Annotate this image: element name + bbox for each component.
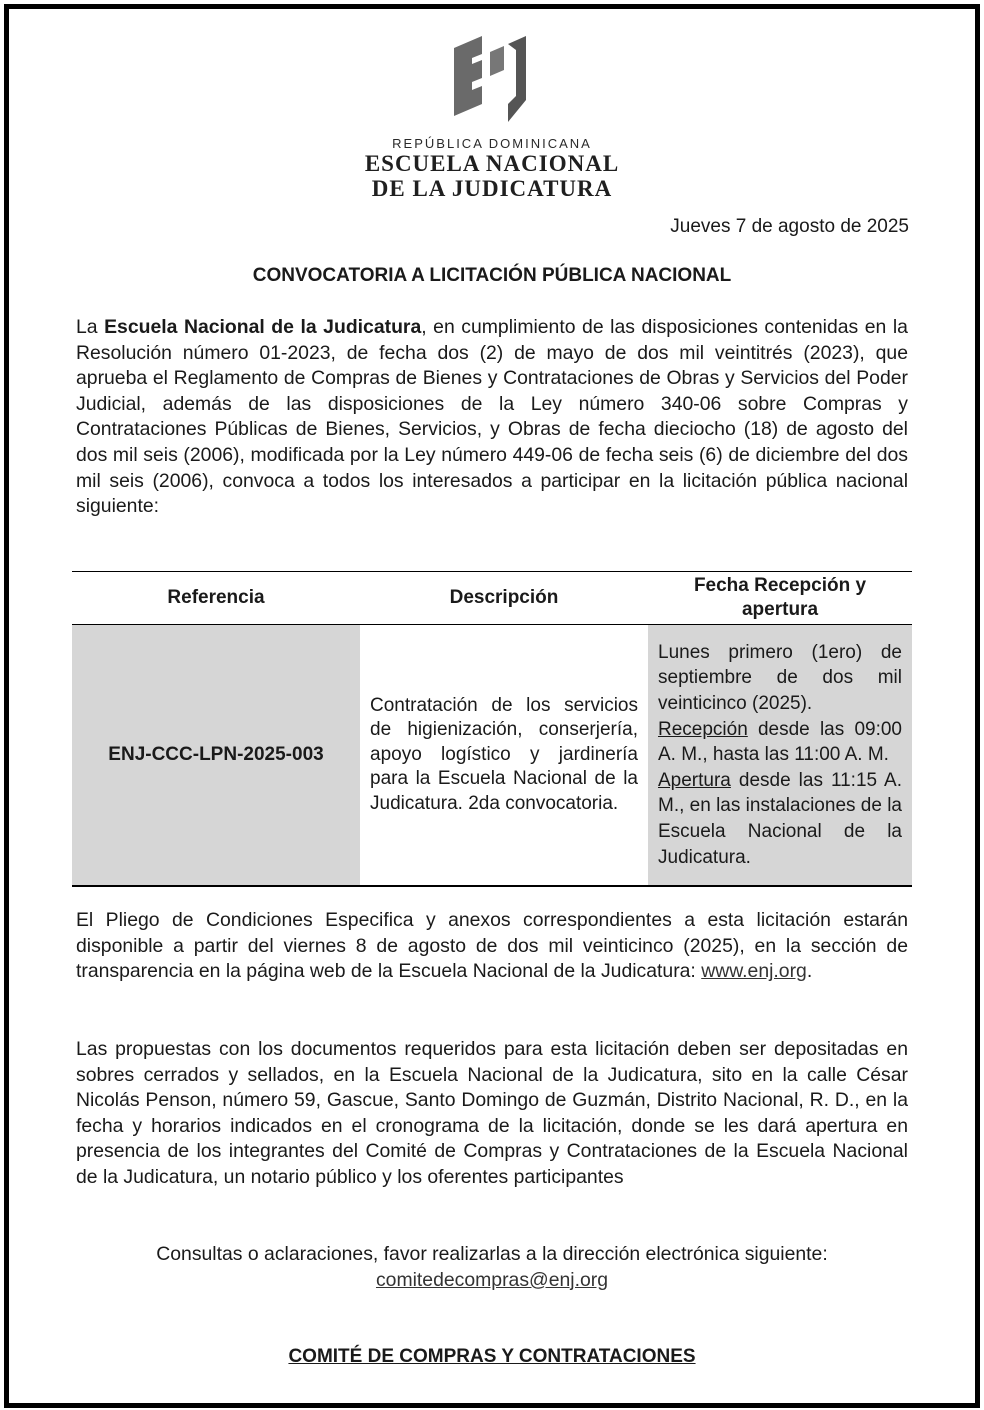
- apertura-text: desde las 11:15 A. M., en las instalaciones de la Escuela Nacional de la Judicatura.: [658, 769, 902, 868]
- logo-name-line2: DE LA JUDICATURA: [371, 176, 613, 201]
- propuestas-paragraph: Las propuestas con los documentos requeridos para esta licitación deben ser depositadas en sobres cerrados y sellados, en la Escuela Nacional de la Judicatura, sito en la calle César Nicolás Penson, número 59, Gascue, Santo Domingo de Guzmán, Distrito Nacional, R. D., en la fecha y horarios indicados en el cronograma de la licitación, donde se les dará apertura en presencia de los integrantes del Comité de Compras y Contrataciones de la Escuela Nacional de la Judicatura, un notario público y los oferentes participantes: [76, 1038, 908, 1188]
- header-referencia: Referencia: [72, 572, 360, 625]
- cell-descripcion: Contratación de los servicios de higienización, conserjería, apoyo logístico y jardinería para la Escuela Nacional de la Judicatura. 2da convocatoria.: [360, 625, 648, 887]
- header-descripcion: Descripción: [360, 572, 648, 625]
- pliego-end: .: [806, 960, 813, 983]
- cell-referencia: ENJ-CCC-LPN-2025-003: [72, 625, 360, 887]
- intro-paragraph: [76, 315, 908, 520]
- footer-committee: COMITÉ DE COMPRAS Y CONTRATACIONES: [288, 1346, 696, 1367]
- table-header-row: [72, 572, 912, 625]
- cell-fecha: [648, 625, 912, 887]
- consultas-block: [0, 1241, 984, 1293]
- logo: [0, 30, 984, 201]
- fecha-date: Lunes primero (1ero) de septiembre de dos mil veinticinco (2025).: [658, 641, 902, 715]
- header-fecha: Fecha Recepción y apertura: [648, 572, 912, 625]
- logo-name-line1: ESCUELA NACIONAL: [364, 151, 620, 176]
- logo-republica: REPÚBLICA DOMINICANA: [392, 136, 592, 151]
- apertura-label: Apertura: [658, 769, 731, 791]
- consultas-text: Consultas o aclaraciones, favor realizarlas a la dirección electrónica siguiente:: [156, 1243, 828, 1265]
- recepcion-label: Recepción: [658, 718, 748, 740]
- document-date: Jueves 7 de agosto de 2025: [670, 216, 909, 237]
- website-link[interactable]: www.enj.org: [701, 960, 807, 983]
- intro-rest: , en cumplimiento de las disposiciones contenidas en la Resolución número 01-2023, de fecha dos (2) de mayo de dos mil veintitrés (2023), que aprueba el Reglamento de Compras de Bienes y Contrataciones de Obras y Servicios del Poder Judicial, además de las disposiciones de la Ley número 340-06 sobre Compras y Contrataciones Públicas de Bienes, Servicios, y Obras de fecha dieciocho (18) de agosto del dos mil seis (2006), modificada por la Ley número 449-06 de fecha seis (6) de diciembre del dos mil seis (2006), convoca a todos los interesados a participar en la licitación pública nacional siguiente:: [76, 316, 908, 518]
- table-row: [72, 625, 912, 887]
- licitacion-table: [72, 571, 912, 887]
- email-link[interactable]: comitedecompras@enj.org: [375, 1269, 608, 1291]
- pliego-text: El Pliego de Condiciones Especifica y anexos correspondientes a esta licitación estarán disponible a partir del viernes 8 de agosto de dos mil veinticinco (2025), en la sección de transparencia en la página web de la Escuela Nacional de la Judicatura:: [76, 909, 908, 983]
- document-heading: CONVOCATORIA A LICITACIÓN PÚBLICA NACIONAL: [252, 265, 732, 286]
- recepcion-text: desde las 09:00 A. M., hasta las 11:00 A. M.: [658, 718, 902, 766]
- intro-institution: Escuela Nacional de la Judicatura: [104, 316, 422, 338]
- intro-lead: La: [76, 316, 105, 338]
- enj-logo-icon: [452, 30, 532, 130]
- pliego-paragraph: [76, 908, 908, 985]
